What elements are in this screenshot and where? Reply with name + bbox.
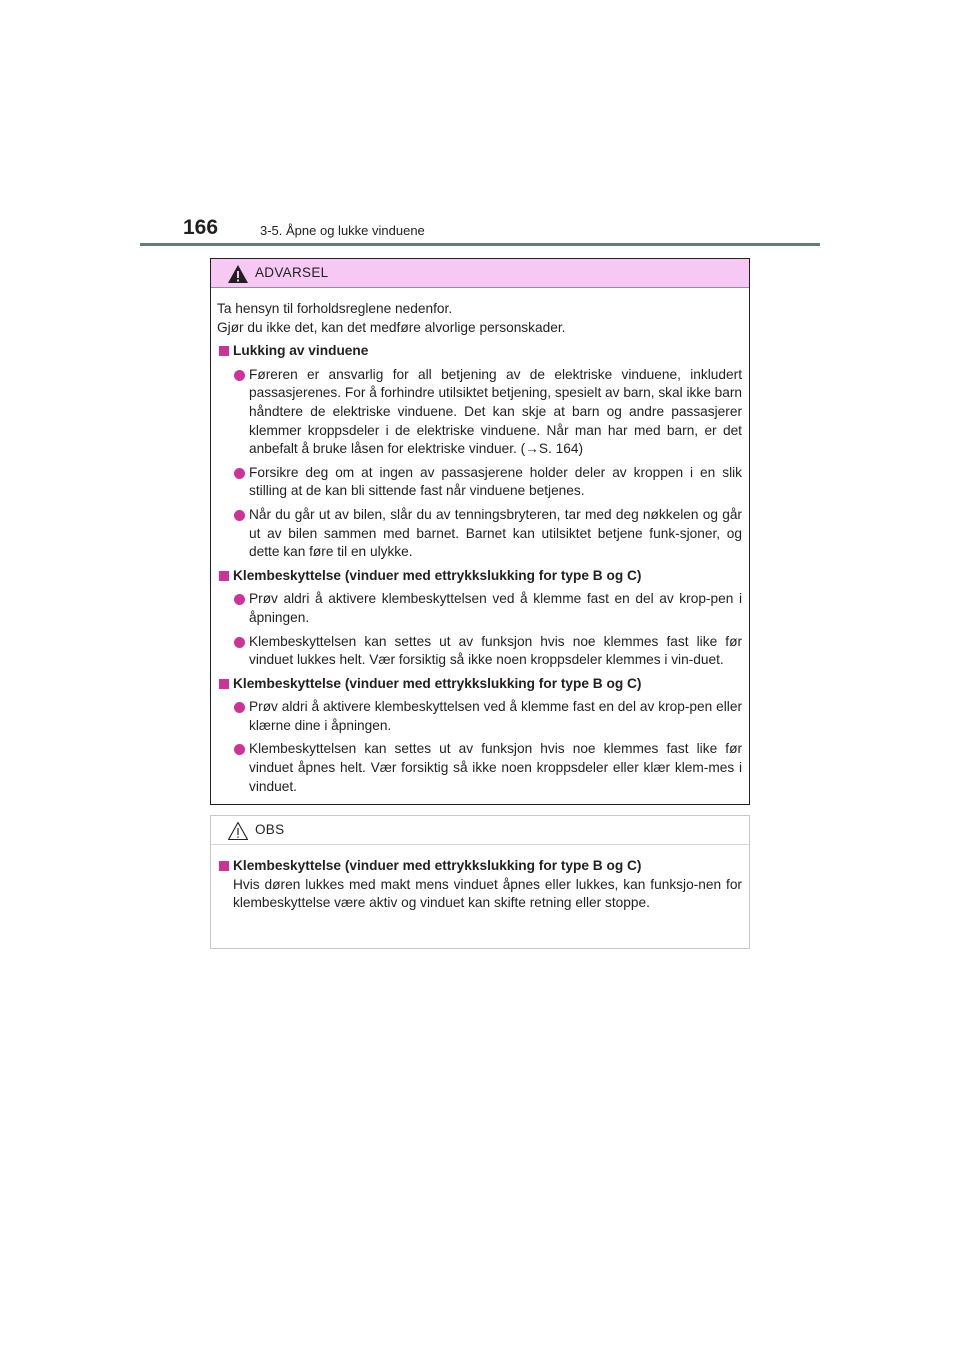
warning-bullet-text: Klembeskyttelsen kan settes ut av funksjon hvis noe klemmes fast like før vinduet åpnes helt. Vær forsiktig så ikke noen kroppsdeler eller klær klem-mes i vinduet. <box>249 741 742 794</box>
warning-bullet <box>217 633 742 670</box>
warning-bullet-text: Prøv aldri å aktivere klembeskyttelsen ved å klemme fast en del av krop-pen i åpningen. <box>249 591 742 625</box>
warning-section-title: Lukking av vinduene <box>233 343 369 359</box>
warning-section-heading <box>217 342 742 361</box>
section-title: 3-5. Åpne og lukke vinduene <box>260 223 425 238</box>
round-bullet-icon <box>234 468 245 479</box>
page-header <box>140 214 820 246</box>
round-bullet-icon <box>234 637 245 648</box>
warning-bullet <box>217 464 742 501</box>
warning-bullet-text: Når du går ut av bilen, slår du av tenningsbryteren, tar med deg nøkkelen og går ut av bilen sammen med barnet. Barnet kan utilsiktet betjene funk-sjoner, og dette kan føre til en ulykke. <box>249 506 742 560</box>
notice-header <box>211 816 749 845</box>
warning-triangle-icon <box>227 264 249 284</box>
warning-section-heading <box>217 567 742 586</box>
warning-bullet <box>217 698 742 735</box>
warning-intro-line: Gjør du ikke det, kan det medføre alvorlige personskader. <box>217 319 566 335</box>
warning-bullet-text: Prøv aldri å aktivere klembeskyttelsen ved å klemme fast en del av krop-pen eller klærne dine i åpningen. <box>249 699 742 733</box>
warning-section-title: Klembeskyttelse (vinduer med ettrykkslukking for type B og C) <box>233 675 642 691</box>
square-bullet-icon <box>219 571 229 581</box>
round-bullet-icon <box>234 510 245 521</box>
warning-bullet <box>217 590 742 627</box>
round-bullet-icon <box>234 594 245 605</box>
notice-body <box>211 845 749 913</box>
warning-section-heading <box>217 675 742 694</box>
square-bullet-icon <box>219 861 229 871</box>
round-bullet-icon <box>234 744 245 755</box>
notice-label: OBS <box>255 822 285 837</box>
square-bullet-icon <box>219 346 229 356</box>
warning-intro-line: Ta hensyn til forholdsreglene nedenfor. <box>217 301 453 316</box>
warning-box <box>210 258 750 805</box>
warning-header <box>211 259 749 288</box>
warning-bullet-text: Klembeskyttelsen kan settes ut av funksjon hvis noe klemmes fast like før vinduet lukkes helt. Vær forsiktig så ikke noen kroppsdeler klemmes i vin-duet. <box>249 633 742 668</box>
warning-bullet-text: Forsikre deg om at ingen av passasjerene holder deler av kroppen i en slik stilling at de kan bli sittende fast når vinduene betjenes. <box>249 464 742 499</box>
warning-section-title: Klembeskyttelse (vinduer med ettrykkslukking for type B og C) <box>233 567 642 583</box>
notice-box <box>210 815 750 949</box>
warning-label: ADVARSEL <box>255 265 329 280</box>
notice-section-heading <box>217 857 742 876</box>
warning-body <box>211 288 749 796</box>
warning-bullet <box>217 740 742 796</box>
warning-bullet-text: Føreren er ansvarlig for all betjening av de elektriske vinduene, inkludert passasjerenes. For å forhindre utilsiktet betjening, spesielt av barn, skal ikke barn håndtere de elektriske vinduene. Det kan skje at barn og andre passasjerer klemmer kroppsdeler i de elektriske vinduene. Når man har med barn, er det anbefalt å bruke låsen for elektriske vinduer. (→S. 164) <box>249 366 743 457</box>
page-number: 166 <box>183 216 219 239</box>
warning-bullet <box>217 506 742 562</box>
square-bullet-icon <box>219 679 229 689</box>
notice-text: Hvis døren lukkes med makt mens vinduet åpnes eller lukkes, kan funksjo-nen for klembeskyttelse være aktiv og vinduet kan skifte retning eller stoppe. <box>233 876 742 911</box>
round-bullet-icon <box>234 370 245 381</box>
caution-triangle-outline-icon <box>227 821 249 841</box>
warning-bullet <box>217 366 742 459</box>
header-rule <box>140 243 820 246</box>
round-bullet-icon <box>234 702 245 713</box>
notice-section-title: Klembeskyttelse (vinduer med ettrykkslukking for type B og C) <box>233 858 642 873</box>
